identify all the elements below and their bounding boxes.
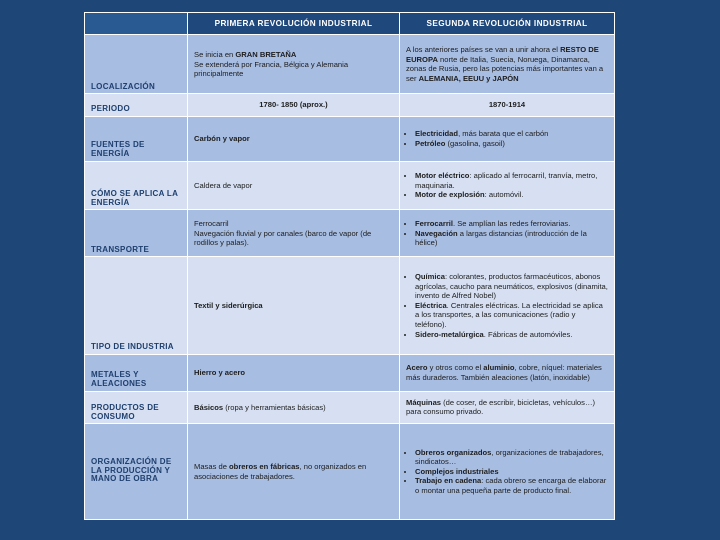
text: , más barata que el carbón [458, 129, 549, 139]
text: Masas de [194, 462, 230, 472]
text: . Centrales eléctricas. La electricidad se aplica a los transportes, a las comunicaciones (radio y teléfono). [415, 300, 603, 330]
cell-fuentes-second [400, 116, 615, 161]
text: . Se amplían las redes ferroviarias. [453, 218, 571, 228]
text-bold: obreros en fábricas [229, 462, 300, 472]
cell-organizacion-second [400, 424, 615, 520]
text-bold: Máquinas [406, 397, 442, 407]
row-label-periodo: PERIODO [85, 94, 188, 116]
text-bold: 1870-1914 [488, 100, 526, 110]
text: , cobre, níquel: materiales más duraderos. También aleaciones (latón, inoxidable) [406, 363, 602, 382]
row-industria [85, 257, 615, 355]
text: a largas distancias (introducción de la hélice) [415, 228, 587, 248]
list-item [415, 139, 608, 149]
cell-industria-first [188, 257, 400, 355]
text: Se extenderá por Francia, Bélgica y Alemania principalmente [194, 59, 349, 79]
text-bold: ALEMANIA, EEUU y JAPÓN [418, 74, 519, 83]
cell-periodo-first [188, 94, 400, 116]
row-label-metales: METALES Y ALEACIONES [85, 355, 188, 392]
cell-aplica-second [400, 161, 615, 210]
text-bold: Trabajo en cadena [415, 476, 482, 486]
text: (gasolina, gasoil) [445, 138, 505, 148]
text-bold: Ferrocarril [415, 218, 453, 228]
header-first-revolution: PRIMERA REVOLUCIÓN INDUSTRIAL [188, 13, 400, 35]
cell-metales-second [400, 355, 615, 392]
text: : aplicado al ferrocarril, tranvía, metro, maquinaria. [415, 171, 598, 190]
text: Ferrocarril [194, 218, 229, 228]
cell-fuentes-first [188, 116, 400, 161]
text: (de coser, de escribir, bicicletas, vehículos…) para consumo privado. [406, 397, 596, 417]
text: Navegación fluvial y por canales (barco de vapor (de rodillos y palas). [194, 228, 372, 248]
text-bold: Eléctrica [415, 300, 447, 310]
cell-localizacion-second [400, 35, 615, 94]
list-item [415, 129, 608, 139]
text-bold: Sidero-metalúrgica [415, 329, 484, 339]
text-bold: Navegación [415, 228, 458, 238]
text-bold: Acero [406, 363, 428, 373]
cell-aplica-first [188, 161, 400, 210]
text: . Fábricas de automóviles. [483, 329, 573, 339]
list-item [415, 330, 608, 340]
text: y otros como el [427, 363, 484, 373]
comparison-table-container [84, 12, 614, 520]
row-label-organizacion: ORGANIZACIÓN DE LA PRODUCCIÓN Y MANO DE OBRA [85, 424, 188, 520]
bullet-list [406, 129, 608, 148]
row-label-productos: PRODUCTOS DE CONSUMO [85, 391, 188, 424]
list-item [415, 219, 608, 229]
row-label-localizacion: LOCALIZACIÓN [85, 35, 188, 94]
cell-transporte-second [400, 210, 615, 257]
text: , organizaciones de trabajadores, sindicatos… [415, 447, 604, 467]
row-productos [85, 391, 615, 424]
text: : colorantes, productos farmacéuticos, abonos agrícolas, caucho para neumáticos, explosivos (dinamita, invento de Alfred Nobel) [415, 272, 608, 301]
bullet-list [406, 171, 608, 200]
text-bold: RESTO DE EUROPA [406, 45, 599, 64]
text: norte de Italia, Suecia, Noruega, Dinamarca, zonas de Rusia, pero las potencias más importantes van a ser [406, 54, 604, 83]
text-bold: Básicos [194, 402, 224, 412]
text-bold: 1780- 1850 (aprox.) [259, 100, 328, 110]
text-bold: Hierro y acero [194, 368, 246, 378]
text-bold: Motor de explosión [415, 190, 485, 200]
row-label-industria: TIPO DE INDUSTRIA [85, 257, 188, 355]
row-metales [85, 355, 615, 392]
row-label-transporte: TRANSPORTE [85, 210, 188, 257]
text-bold: Motor eléctrico [415, 171, 470, 181]
cell-industria-second [400, 257, 615, 355]
cell-transporte-first [188, 210, 400, 257]
text-bold: Electricidad [415, 129, 459, 139]
row-organizacion [85, 424, 615, 520]
row-localizacion [85, 35, 615, 94]
text: : automóvil. [484, 190, 524, 200]
text: Caldera de vapor [194, 180, 253, 190]
text: : cada obrero se encarga de elaborar o montar una pequeña parte de producto final. [415, 476, 607, 496]
bullet-list [406, 448, 608, 496]
list-item [415, 229, 608, 248]
text-bold: GRAN BRETAÑA [235, 50, 297, 60]
text-bold: Química [415, 272, 445, 282]
cell-productos-second [400, 391, 615, 424]
header-second-revolution: SEGUNDA REVOLUCIÓN INDUSTRIAL [400, 13, 615, 35]
text: , no organizados en asociaciones de trabajadores. [194, 462, 367, 481]
header-row [85, 13, 615, 35]
cell-productos-first [188, 391, 400, 424]
bullet-list [406, 272, 608, 339]
list-item [415, 171, 608, 190]
list-item [415, 190, 608, 200]
row-fuentes [85, 116, 615, 161]
text: Se inicia en [194, 50, 236, 60]
cell-localizacion-first [188, 35, 400, 94]
text-bold: Complejos industriales [415, 466, 499, 476]
row-aplica [85, 161, 615, 210]
cell-organizacion-first [188, 424, 400, 520]
cell-metales-first [188, 355, 400, 392]
row-transporte [85, 210, 615, 257]
comparison-table [84, 12, 615, 520]
header-corner [85, 13, 188, 35]
row-label-aplica: CÓMO SE APLICA LA ENERGÍA [85, 161, 188, 210]
list-item [415, 476, 608, 495]
row-label-fuentes: FUENTES DE ENERGÍA [85, 116, 188, 161]
cell-periodo-second [400, 94, 615, 116]
text: (ropa y herramientas básicas) [223, 402, 326, 412]
text: A los anteriores países se van a unir ahora el [406, 45, 561, 55]
row-periodo [85, 94, 615, 116]
text-bold: aluminio [483, 363, 515, 373]
text-bold: Obreros organizados [415, 447, 492, 457]
list-item [415, 448, 608, 467]
text-bold: Textil y siderúrgica [194, 300, 263, 310]
list-item [415, 467, 608, 477]
list-item [415, 301, 608, 330]
text-bold: Petróleo [415, 138, 446, 148]
text-bold: Carbón y vapor [194, 133, 250, 143]
list-item [415, 272, 608, 301]
bullet-list [406, 219, 608, 248]
